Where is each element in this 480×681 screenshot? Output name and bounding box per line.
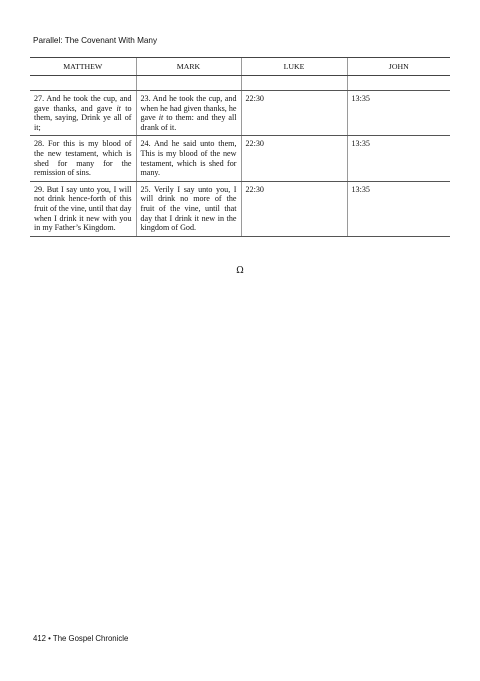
- column-header-luke: LUKE: [241, 58, 347, 76]
- luke-reference-cell: 22:30: [241, 91, 347, 136]
- spacer-cell: [241, 76, 347, 91]
- table-row: [30, 91, 450, 136]
- matthew-verse-cell: [30, 136, 136, 181]
- parallel-table: [30, 57, 450, 237]
- mark-verse-cell: [136, 136, 241, 181]
- end-mark: Ω: [236, 266, 244, 276]
- spacer-cell: [136, 76, 241, 91]
- table-row: [30, 181, 450, 236]
- verse-text: 29. But I say unto you, I will not drink hence-forth of this fruit of the vine, until that day when I drink it new with you in my Father’s Kingdom.: [34, 184, 132, 233]
- mark-verse-cell: [136, 181, 241, 236]
- verse-text: 27. And he took the cup, and gave thanks, and gave: [34, 94, 132, 113]
- column-header-matthew: MATTHEW: [30, 58, 136, 76]
- matthew-verse-cell: [30, 181, 136, 236]
- table-header-row: [30, 58, 450, 76]
- verse-text: to them: and they all drank of it.: [140, 113, 237, 132]
- verse-text: 28. For this is my blood of the new testament, which is shed for many for the remission of sins.: [34, 139, 132, 178]
- verse-text: 24. And he said unto them, This is my blood of the new testament, which is shed for many.: [140, 139, 237, 178]
- column-header-mark: MARK: [136, 58, 241, 76]
- verse-italic-text: it: [158, 113, 164, 123]
- john-reference-cell: 13:35: [347, 136, 450, 181]
- verse-text: 25. Verily I say unto you, I will drink no more of the fruit of the vine, until that day that I drink it new in the kingdom of God.: [140, 184, 237, 233]
- table-row: [30, 136, 450, 181]
- john-reference-cell: 13:35: [347, 181, 450, 236]
- spacer-cell: [30, 76, 136, 91]
- spacer-cell: [347, 76, 450, 91]
- verse-text: to them, saying, Drink ye all of it;: [34, 103, 132, 132]
- john-reference-cell: 13:35: [347, 91, 450, 136]
- luke-reference-cell: 22:30: [241, 136, 347, 181]
- luke-reference-cell: 22:30: [241, 181, 347, 236]
- mark-verse-cell: [136, 91, 241, 136]
- verse-italic-text: it: [116, 103, 121, 113]
- page-title: Parallel: The Covenant With Many: [33, 36, 158, 45]
- column-header-john: JOHN: [347, 58, 450, 76]
- matthew-verse-cell: [30, 91, 136, 136]
- page-footer: 412 • The Gospel Chronicle: [33, 634, 129, 643]
- spacer-row: [30, 76, 450, 91]
- verse-text: 23. And he took the cup, and when he had given thanks, he gave: [140, 94, 237, 123]
